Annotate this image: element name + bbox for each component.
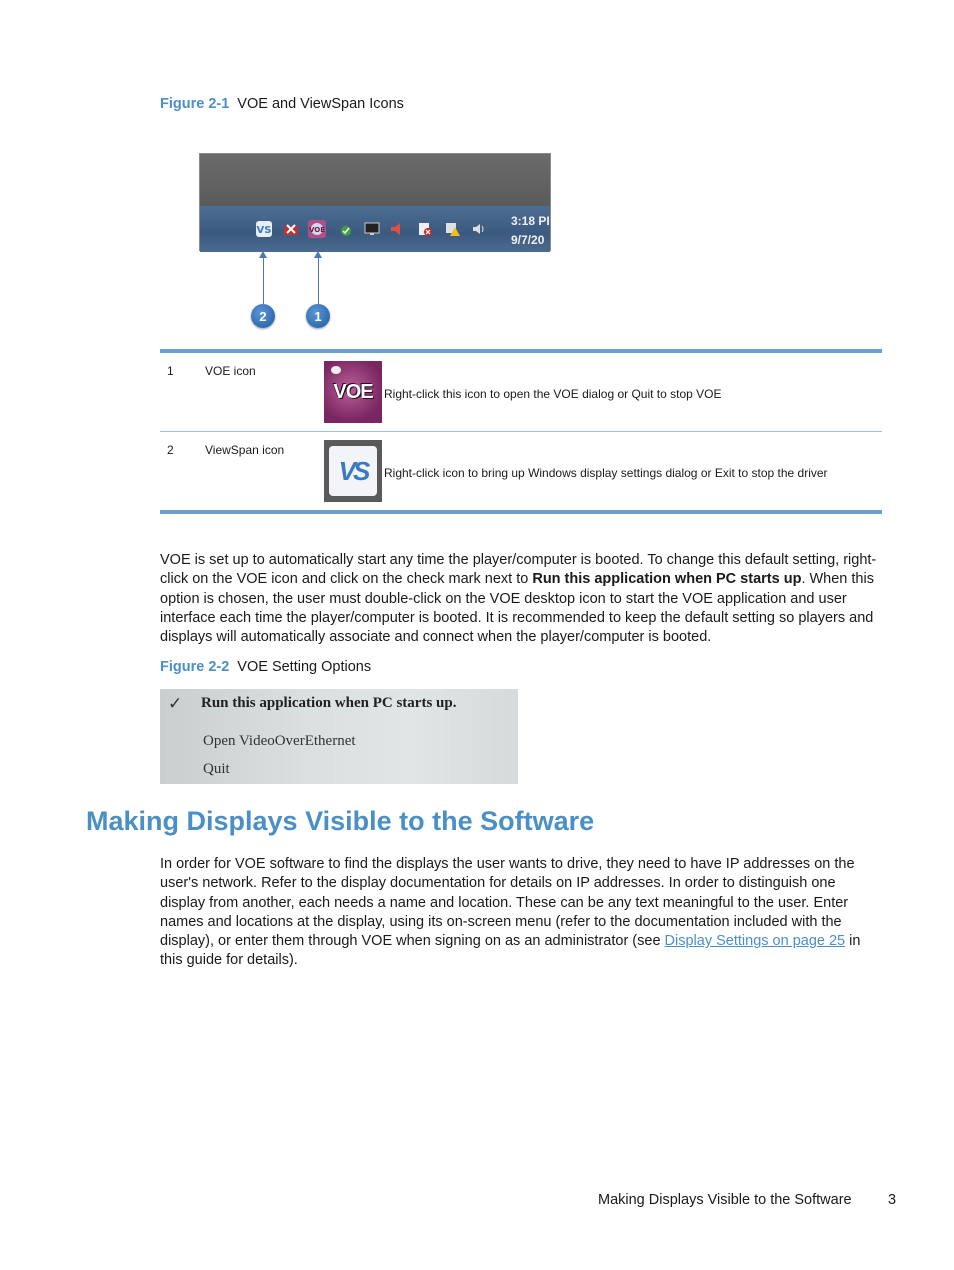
voe-icon — [324, 361, 382, 423]
flag-error-icon[interactable] — [416, 220, 434, 238]
clock-time: 3:18 PI — [511, 214, 550, 228]
paragraph-text: VOE is set up to automatically start any time the player/computer is booted. To change this default setting, right-click on the VOE icon and click on the check mark next to — [160, 552, 877, 588]
paragraph-text: in this guide for details). — [160, 933, 861, 969]
row-number: 1 — [167, 364, 174, 378]
callout-1: 1 — [306, 304, 330, 328]
voe-icon-image — [324, 361, 382, 423]
body-paragraph — [160, 855, 882, 971]
svg-text:VS: VS — [256, 225, 272, 236]
row-description: Right-click this icon to open the VOE dialog or Quit to stop VOE — [384, 387, 722, 401]
svg-text:VOE: VOE — [308, 226, 326, 234]
figure-caption — [160, 96, 404, 112]
figure-title: VOE and ViewSpan Icons — [237, 96, 404, 112]
system-tray — [200, 206, 550, 252]
menu-item-open[interactable]: Open VideoOverEthernet — [203, 733, 356, 749]
warning-icon[interactable] — [444, 220, 462, 238]
speaker-icon[interactable] — [388, 220, 406, 238]
voe-icon[interactable] — [308, 220, 326, 238]
figure-caption — [160, 659, 371, 675]
tray-clock[interactable] — [511, 212, 550, 250]
table-row — [160, 353, 882, 431]
menu-item-quit[interactable]: Quit — [203, 761, 230, 777]
row-name: ViewSpan icon — [205, 443, 285, 457]
section-heading: Making Displays Visible to the Software — [86, 806, 595, 836]
menu-item-run-at-startup[interactable]: Run this application when PC starts up. — [201, 695, 457, 711]
callout-line — [318, 256, 319, 304]
callout-line — [263, 256, 264, 304]
table-bottom-rule — [160, 510, 882, 514]
viewspan-icon[interactable] — [255, 220, 273, 238]
figure-label: Figure 2-2 — [160, 659, 230, 675]
taskbar-screenshot — [199, 153, 551, 251]
page-number: 3 — [888, 1192, 897, 1208]
body-paragraph — [160, 551, 882, 647]
row-description: Right-click icon to bring up Windows display settings dialog or Exit to stop the driver — [384, 466, 828, 480]
table-row — [160, 432, 882, 510]
paragraph-text: In order for VOE software to find the displays the user wants to drive, they need to have IP addresses on the user's network. Refer to the display documentation for details on IP addresses. In order to distinguish one display from another, each needs a name and location. These can be any text meaningful to the user. Enter names and locations at the display, using its on-screen menu (refer to the documentation included with the display), or enter them through VOE when signing on as an administrator (see — [160, 856, 855, 950]
viewspan-icon — [324, 440, 382, 502]
network-error-icon[interactable] — [282, 220, 300, 238]
row-name: VOE icon — [205, 364, 256, 378]
paragraph-bold-text: Run this application when PC starts up — [532, 571, 802, 588]
context-menu-screenshot — [160, 689, 518, 784]
figure-title: VOE Setting Options — [237, 659, 372, 675]
display-icon[interactable] — [363, 220, 381, 238]
security-icon[interactable] — [336, 220, 354, 238]
row-number: 2 — [167, 443, 174, 457]
footer-title: Making Displays Visible to the Software — [598, 1192, 852, 1208]
figure-label: Figure 2-1 — [160, 96, 230, 112]
check-mark-icon: ✓ — [168, 694, 183, 713]
volume-icon[interactable] — [470, 220, 488, 238]
display-settings-link[interactable]: Display Settings on page 25 — [664, 933, 846, 950]
clock-date: 9/7/20 — [511, 233, 545, 247]
viewspan-icon-image — [324, 440, 382, 502]
callout-2: 2 — [251, 304, 275, 328]
viewspan-icon-text: VS — [329, 446, 377, 496]
icon-legend-table — [160, 349, 882, 514]
voe-icon-text: VOE — [333, 380, 373, 403]
paragraph-text: . When this option is chosen, the user must double-click on the VOE desktop icon to start the VOE application and user interface each time the player/computer is booted. It is recommended to keep the default setting so players and displays will automatically associate and connect when the player/computer is booted. — [160, 571, 874, 646]
